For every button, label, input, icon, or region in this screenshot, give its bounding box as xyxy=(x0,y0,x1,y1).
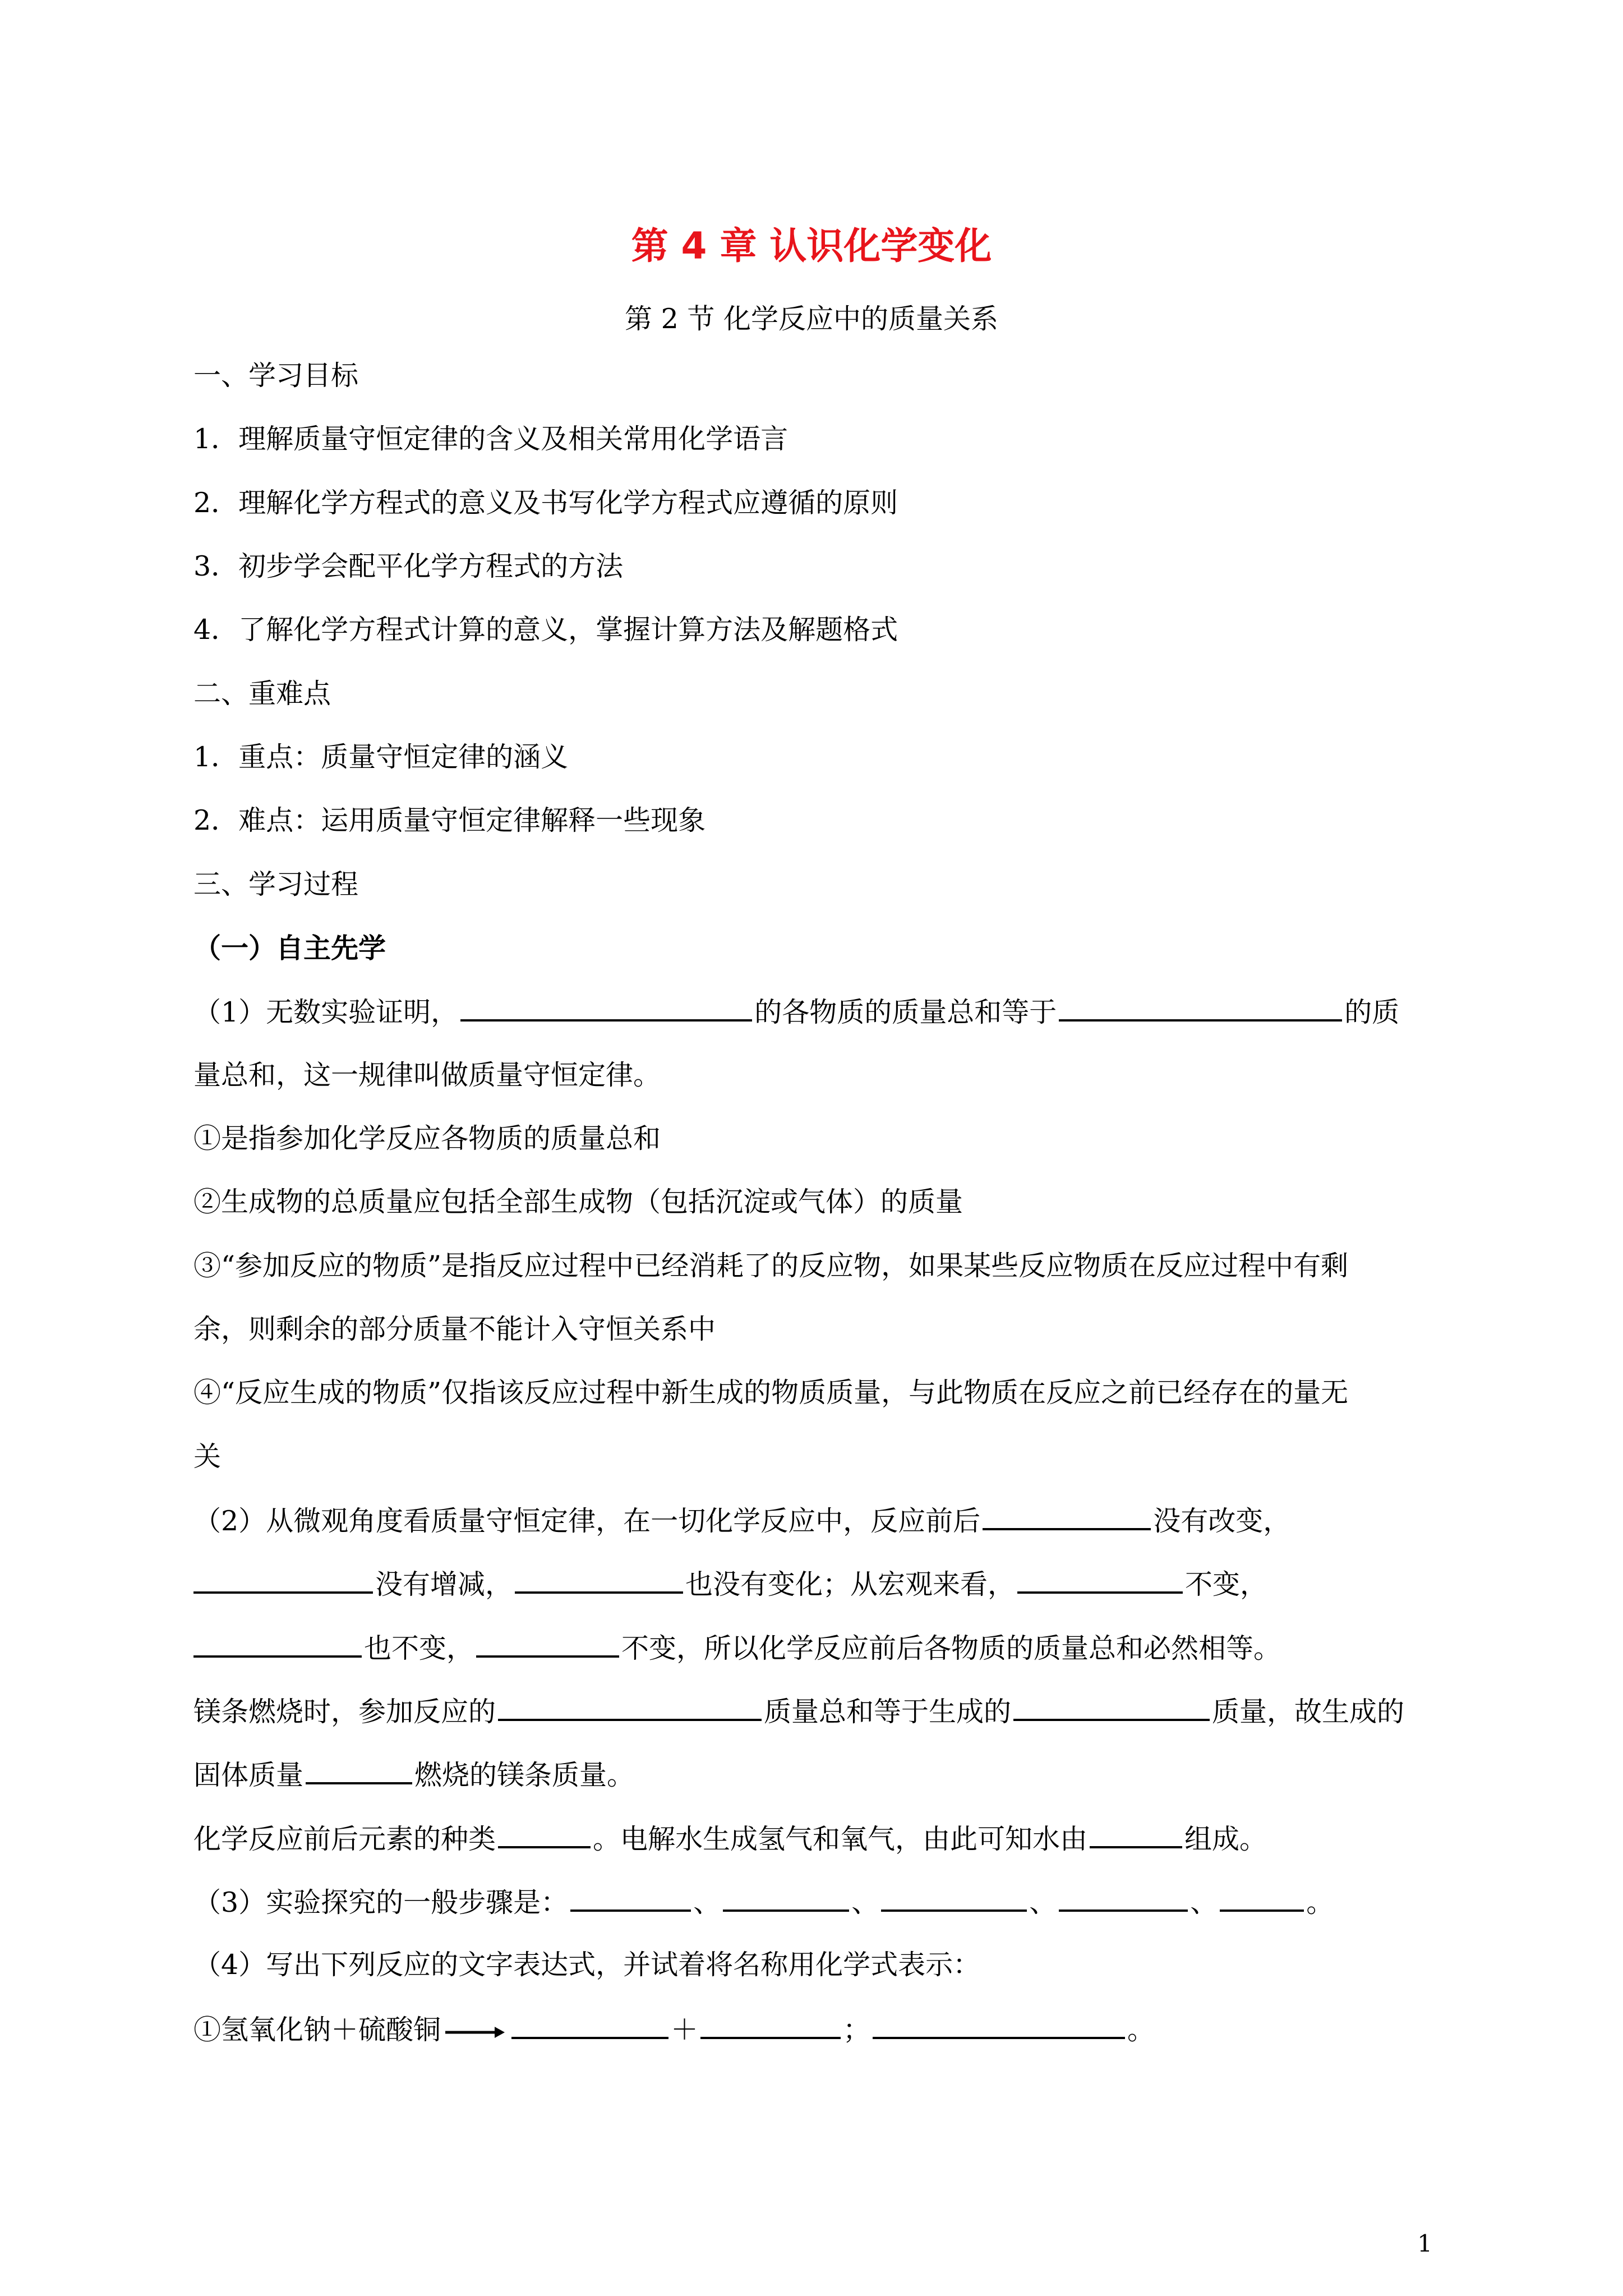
q2-line-6 xyxy=(193,1821,1455,1856)
answer-blank[interactable] xyxy=(193,1631,362,1658)
q3-text: （3）实验探究的一般步骤是： xyxy=(193,1887,569,1918)
q3-separator: 、 xyxy=(1029,1887,1057,1918)
answer-blank[interactable] xyxy=(498,1821,591,1848)
q1-note-2: ②生成物的总质量应包括全部生成物（包括沉淀或气体）的质量 xyxy=(193,1186,963,1218)
reaction-arrow-icon xyxy=(444,2024,506,2041)
q3-separator: 、 xyxy=(851,1887,879,1918)
answer-blank[interactable] xyxy=(1017,1567,1183,1594)
q1-text-2: 的各物质的质量总和等于 xyxy=(754,996,1057,1028)
q4-plus: ＋ xyxy=(671,2014,699,2046)
chapter-title: 第 4 章 认识化学变化 xyxy=(631,224,992,268)
q4-semicolon: ； xyxy=(843,2014,871,2046)
q2-line-1 xyxy=(193,1503,1455,1538)
answer-blank[interactable] xyxy=(193,1567,373,1594)
q1-note-3-cont: 余，则剩余的部分质量不能计入守恒关系中 xyxy=(193,1313,716,1345)
answer-blank[interactable] xyxy=(1220,1885,1304,1912)
answer-blank[interactable] xyxy=(723,1885,849,1912)
answer-blank[interactable] xyxy=(1059,1885,1188,1912)
q3-separator: 、 xyxy=(1190,1887,1218,1918)
goal-item-4: 4．了解化学方程式计算的意义，掌握计算方法及解题格式 xyxy=(193,614,898,646)
q2-line-3 xyxy=(193,1631,1455,1665)
q2-text-i: 质量总和等于生成的 xyxy=(764,1696,1012,1728)
q2-text-k: 固体质量 xyxy=(193,1759,304,1791)
q3-line xyxy=(193,1885,1455,1920)
goal-item-2: 2．理解化学方程式的意义及书写化学方程式应遵循的原则 xyxy=(193,487,898,519)
answer-blank[interactable] xyxy=(1013,1694,1210,1721)
q1-text-1: （1）无数实验证明， xyxy=(193,996,459,1028)
q2-text-o: 组成。 xyxy=(1184,1823,1267,1855)
q4-end: 。 xyxy=(1127,2014,1155,2046)
page-number: 1 xyxy=(1417,2230,1432,2257)
key-point-1: 1．重点：质量守恒定律的涵义 xyxy=(193,741,569,773)
q2-text-l: 燃烧的镁条质量。 xyxy=(414,1759,635,1791)
q4-line xyxy=(193,2012,1455,2047)
q2-line-5 xyxy=(193,1757,1455,1792)
q1-text-3: 的质 xyxy=(1344,996,1400,1028)
q2-text-n: 。电解水生成氢气和氧气，由此可知水由 xyxy=(593,1823,1088,1855)
answer-blank[interactable] xyxy=(700,2012,841,2039)
q3-end: 。 xyxy=(1306,1887,1334,1918)
answer-blank[interactable] xyxy=(460,995,752,1022)
key-point-2: 2．难点：运用质量守恒定律解释一些现象 xyxy=(193,804,706,836)
answer-blank[interactable] xyxy=(306,1757,412,1784)
answer-blank[interactable] xyxy=(983,1503,1151,1530)
q4-instruction: （4）写出下列反应的文字表达式，并试着将名称用化学式表示： xyxy=(193,1949,981,1981)
q2-text-g: 不变，所以化学反应前后各物质的质量总和必然相等。 xyxy=(621,1632,1281,1664)
q1-note-4-cont: 关 xyxy=(193,1441,222,1473)
q2-text-h: 镁条燃烧时，参加反应的 xyxy=(193,1696,496,1728)
q1-note-4: ④“反应生成的物质”仅指该反应过程中新生成的物质质量，与此物质在反应之前已经存在的量无 xyxy=(193,1377,1349,1409)
q1-line-1 xyxy=(193,995,1455,1029)
q1-note-1: ①是指参加化学反应各物质的质量总和 xyxy=(193,1122,661,1154)
answer-blank[interactable] xyxy=(570,1885,691,1912)
answer-blank[interactable] xyxy=(498,1694,762,1721)
key-heading: 二、重难点 xyxy=(193,678,331,710)
goal-item-3: 3．初步学会配平化学方程式的方法 xyxy=(193,550,624,582)
q2-text-e: 不变， xyxy=(1185,1568,1268,1600)
goals-heading: 一、学习目标 xyxy=(193,360,359,392)
self-study-heading: （一）自主先学 xyxy=(193,932,386,964)
goal-item-1: 1．理解质量守恒定律的含义及相关常用化学语言 xyxy=(193,423,789,455)
q4-reactants: ①氢氧化钠＋硫酸铜 xyxy=(193,2014,441,2046)
q2-text-d: 也没有变化；从宏观来看， xyxy=(685,1568,1016,1600)
answer-blank[interactable] xyxy=(873,2012,1125,2039)
q2-text-j: 质量，故生成的 xyxy=(1212,1696,1405,1728)
q2-text-c: 没有增减， xyxy=(375,1568,513,1600)
q2-text-a: （2）从微观角度看质量守恒定律，在一切化学反应中，反应前后 xyxy=(193,1505,981,1537)
q2-line-4 xyxy=(193,1694,1455,1729)
answer-blank[interactable] xyxy=(1059,995,1342,1022)
q2-line-2 xyxy=(193,1567,1455,1602)
process-heading: 三、学习过程 xyxy=(193,868,359,900)
answer-blank[interactable] xyxy=(515,1567,683,1594)
q2-text-f: 也不变， xyxy=(364,1632,474,1664)
q3-separator: 、 xyxy=(693,1887,721,1918)
answer-blank[interactable] xyxy=(476,1631,619,1658)
q2-text-b: 没有改变， xyxy=(1153,1505,1291,1537)
answer-blank[interactable] xyxy=(881,1885,1027,1912)
section-subtitle: 第 2 节 化学反应中的质量关系 xyxy=(625,303,998,335)
q1-note-3: ③“参加反应的物质”是指反应过程中已经消耗了的反应物，如果某些反应物质在反应过程中有剩 xyxy=(193,1250,1349,1282)
answer-blank[interactable] xyxy=(1090,1821,1182,1848)
q1-line-2: 量总和，这一规律叫做质量守恒定律。 xyxy=(193,1059,661,1091)
answer-blank[interactable] xyxy=(511,2012,668,2039)
q2-text-m: 化学反应前后元素的种类 xyxy=(193,1823,496,1855)
